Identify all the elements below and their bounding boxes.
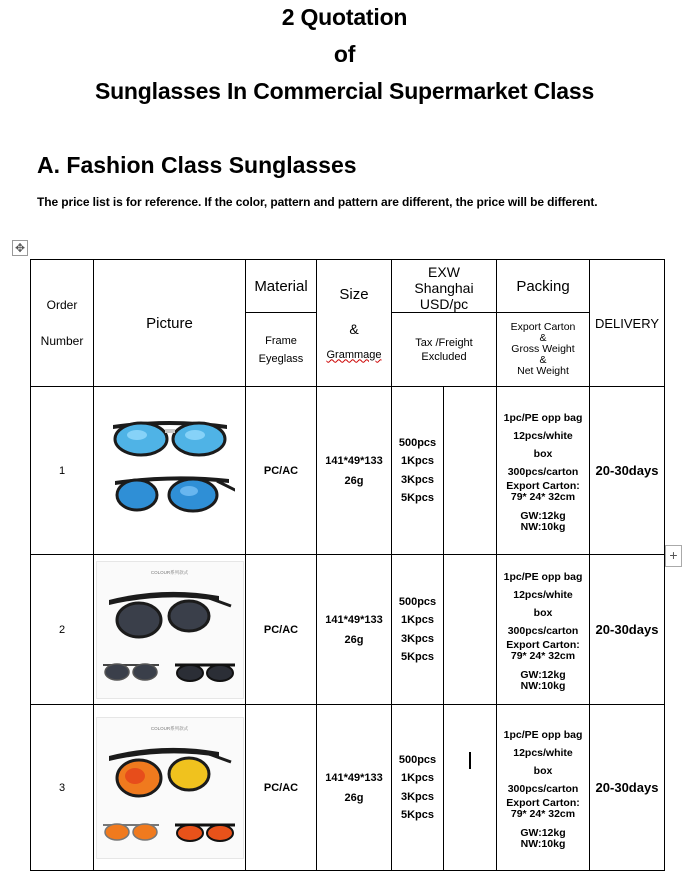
table-row (31, 705, 665, 871)
quantity-cell: 500pcs 1Kpcs 3Kpcs 5Kpcs (392, 387, 444, 555)
header-exw-sub: Tax /Freight Excluded (392, 313, 497, 387)
header-material-sub: Frame Eyeglass (246, 313, 317, 387)
packing-cell: 1pc/PE opp bag 12pcs/white box 300pcs/carton Export Carton: 79* 24* 32cm GW:12kg NW:10kg (497, 555, 590, 705)
quotation-table (30, 259, 665, 871)
move-icon: ✥ (14, 241, 26, 255)
header-material: Material (246, 260, 317, 313)
section-heading: A. Fashion Class Sunglasses (37, 152, 357, 178)
order-number-cell: 3 (31, 705, 94, 871)
order-number-cell: 2 (31, 555, 94, 705)
sunglasses-blue-front (113, 421, 227, 455)
quantity-cell: 500pcs 1Kpcs 3Kpcs 5Kpcs (392, 555, 444, 705)
size-cell: 141*49*133 26g (317, 387, 392, 555)
page-title-line3: Sunglasses In Commercial Supermarket Class (94, 78, 595, 104)
header-packing: Packing (497, 260, 590, 313)
picture-cell (94, 555, 246, 705)
sunglasses-image (105, 409, 235, 529)
table-row (31, 387, 665, 555)
picture-caption: COLOUR系列款式 (150, 569, 189, 575)
add-row-handle[interactable] (665, 545, 682, 567)
delivery-cell: 20-30days (590, 387, 665, 555)
sunglasses-blue-angle (115, 476, 235, 511)
sunglasses-orange-small-1 (103, 824, 159, 840)
picture-caption: COLOUR系列款式 (150, 725, 189, 731)
table-row (31, 555, 665, 705)
price-note: The price list is for reference. If the color, pattern and pattern are different, the price will be different. (37, 195, 598, 209)
header-exw-price: EXW Shanghai USD/pc (392, 260, 497, 313)
picture-cell (94, 387, 246, 555)
sunglasses-image (97, 718, 243, 858)
size-cell: 141*49*133 26g (317, 555, 392, 705)
page-title-line1: 2 Quotation (281, 4, 408, 30)
material-cell: PC/AC (246, 705, 317, 871)
sunglasses-dark-small-1 (103, 664, 159, 680)
header-order-number: Order Number (31, 260, 94, 387)
packing-cell: 1pc/PE opp bag 12pcs/white box 300pcs/carton Export Carton: 79* 24* 32cm GW:12kg NW:10kg (497, 387, 590, 555)
header-size: Size & Grammage (317, 260, 392, 387)
price-cell[interactable] (444, 705, 497, 871)
plus-icon: + (669, 547, 678, 563)
material-cell: PC/AC (246, 387, 317, 555)
packing-cell: 1pc/PE opp bag 12pcs/white box 300pcs/carton Export Carton: 79* 24* 32cm GW:12kg NW:10kg (497, 705, 590, 871)
size-cell: 141*49*133 26g (317, 705, 392, 871)
header-delivery: DELIVERY (590, 260, 665, 387)
price-cell[interactable] (444, 555, 497, 705)
header-picture: Picture (94, 260, 246, 387)
material-cell: PC/AC (246, 555, 317, 705)
price-cell[interactable] (444, 387, 497, 555)
sunglasses-dark-main (109, 591, 231, 636)
table-move-handle[interactable] (12, 240, 28, 256)
order-number-cell: 1 (31, 387, 94, 555)
delivery-cell: 20-30days (590, 705, 665, 871)
delivery-cell: 20-30days (590, 555, 665, 705)
sunglasses-orange-small-2 (175, 825, 235, 841)
header-packing-sub: Export Carton & Gross Weight & Net Weight (497, 313, 590, 387)
sunglasses-dark-small-2 (175, 665, 235, 681)
sunglasses-orange-main (109, 747, 231, 795)
page-title-line2: of (333, 41, 356, 67)
picture-cell (94, 705, 246, 871)
quantity-cell: 500pcs 1Kpcs 3Kpcs 5Kpcs (392, 705, 444, 871)
sunglasses-image (97, 562, 243, 698)
